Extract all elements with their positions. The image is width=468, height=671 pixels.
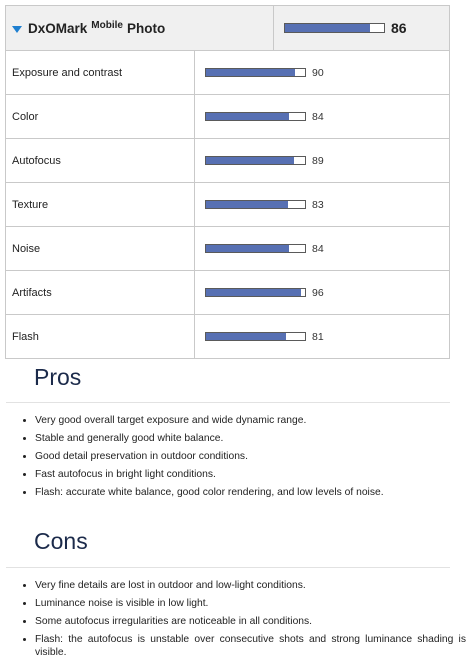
subscore-value: 96 xyxy=(312,286,324,299)
subscore-value: 89 xyxy=(312,154,324,167)
subscore-bar xyxy=(205,244,306,253)
collapse-triangle-icon[interactable] xyxy=(12,26,22,33)
pros-item: • Fast autofocus in bright light conditions. xyxy=(35,468,466,481)
subscore-row xyxy=(6,183,449,227)
overall-score xyxy=(274,6,449,50)
category-label: Photo xyxy=(126,20,166,36)
subscore-bar-cell xyxy=(195,227,449,270)
subscore-row xyxy=(6,95,449,139)
cons-item: • Some autofocus irregularities are noticeable in all conditions. xyxy=(35,615,466,628)
subscore-label: Noise xyxy=(6,227,195,270)
subscore-bar-fill xyxy=(206,289,301,296)
subscore-label: Color xyxy=(6,95,195,138)
cons-list xyxy=(20,579,466,664)
pros-item: • Very good overall target exposure and wide dynamic range. xyxy=(35,414,466,427)
subscore-row xyxy=(6,139,449,183)
pros-list xyxy=(20,414,466,504)
score-header-title[interactable] xyxy=(6,6,274,50)
subscore-label: Flash xyxy=(6,315,195,358)
subscore-bar-cell xyxy=(195,315,449,358)
subscore-value: 81 xyxy=(312,330,324,343)
subscore-bar-cell xyxy=(195,183,449,226)
cons-item: • Flash: the autofocus is unstable over consecutive shots and strong luminance shading is visible. xyxy=(35,633,466,659)
brand-superscript: Mobile xyxy=(91,19,123,31)
subscore-row xyxy=(6,315,449,358)
pros-divider xyxy=(6,402,450,403)
subscore-value: 84 xyxy=(312,110,324,123)
score-header[interactable] xyxy=(6,6,449,51)
subscore-value: 84 xyxy=(312,242,324,255)
subscore-bar-fill xyxy=(206,157,294,164)
cons-item: • Very fine details are lost in outdoor and low-light conditions. xyxy=(35,579,466,592)
subscore-bar-cell xyxy=(195,95,449,138)
subscore-label: Artifacts xyxy=(6,271,195,314)
subscore-label: Exposure and contrast xyxy=(6,51,195,94)
brand-name: DxOMark xyxy=(28,20,88,36)
subscore-bar xyxy=(205,288,306,297)
subscore-bar-cell xyxy=(195,51,449,94)
subscore-bar xyxy=(205,200,306,209)
subscore-label: Autofocus xyxy=(6,139,195,182)
pros-item: • Stable and generally good white balance. xyxy=(35,432,466,445)
subscore-bar xyxy=(205,68,306,77)
overall-score-bar-fill xyxy=(285,24,370,32)
cons-item: • Luminance noise is visible in low light. xyxy=(35,597,466,610)
subscore-bar-fill xyxy=(206,201,288,208)
subscore-bar-cell xyxy=(195,271,449,314)
subscore-row xyxy=(6,51,449,95)
cons-divider xyxy=(6,567,450,568)
subscore-row xyxy=(6,227,449,271)
subscore-value: 90 xyxy=(312,66,324,79)
overall-score-bar xyxy=(284,23,385,33)
subscore-bar xyxy=(205,112,306,121)
subscore-bar-fill xyxy=(206,333,286,340)
overall-score-value: 86 xyxy=(391,20,407,36)
pros-item: • Flash: accurate white balance, good color rendering, and low levels of noise. xyxy=(35,486,466,499)
subscore-row xyxy=(6,271,449,315)
pros-heading: Pros xyxy=(34,364,82,390)
subscore-bar-fill xyxy=(206,69,295,76)
cons-heading: Cons xyxy=(34,528,88,554)
subscore-bar xyxy=(205,156,306,165)
subscore-label: Texture xyxy=(6,183,195,226)
subscore-bar-cell xyxy=(195,139,449,182)
subscore-bar xyxy=(205,332,306,341)
subscore-bar-fill xyxy=(206,245,289,252)
score-table xyxy=(5,5,450,359)
subscore-bar-fill xyxy=(206,113,289,120)
subscore-value: 83 xyxy=(312,198,324,211)
pros-item: • Good detail preservation in outdoor conditions. xyxy=(35,450,466,463)
